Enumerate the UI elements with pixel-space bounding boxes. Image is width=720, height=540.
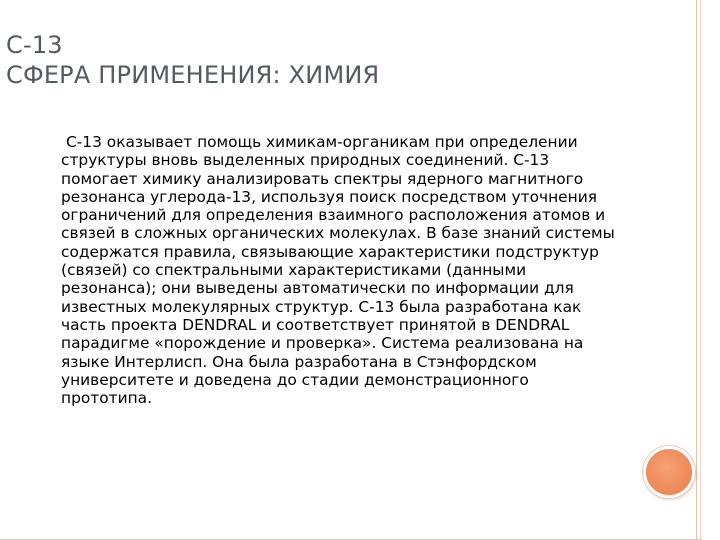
slide-frame-edge [700,0,701,540]
slide-body-text: C-13 оказывает помощь химикам-органикам при определении структуры вновь выделенных природных соединений. С-13 помогает химику анализировать спектры ядерного магнитного резонанса углерода-13, используя поиск посредством уточнения ограничений для определения взаимного расположения атомов и связей в сложных органических молекулах. В базе знаний системы содержатся правила, связывающие характеристики подструктур (связей) со спектральными характеристиками (данными резонанса); они выведены автоматически по информации для известных молекулярных структур. С-13 была разработана как часть проекта DENDRAL и соответствует принятой в DENDRAL парадигме «порождение и проверка». Система реализована на языке Интерлисп. Она была разработана в Стэнфордском университете и доведена до стадии демонстрационного прототипа. [61,133,615,408]
slide-title [6,30,666,90]
slide-title-line2: СФЕРА ПРИМЕНЕНИЯ: ХИМИЯ [6,61,380,89]
slide-title-line1: C-13 [6,31,63,59]
decorative-circle [643,446,695,498]
